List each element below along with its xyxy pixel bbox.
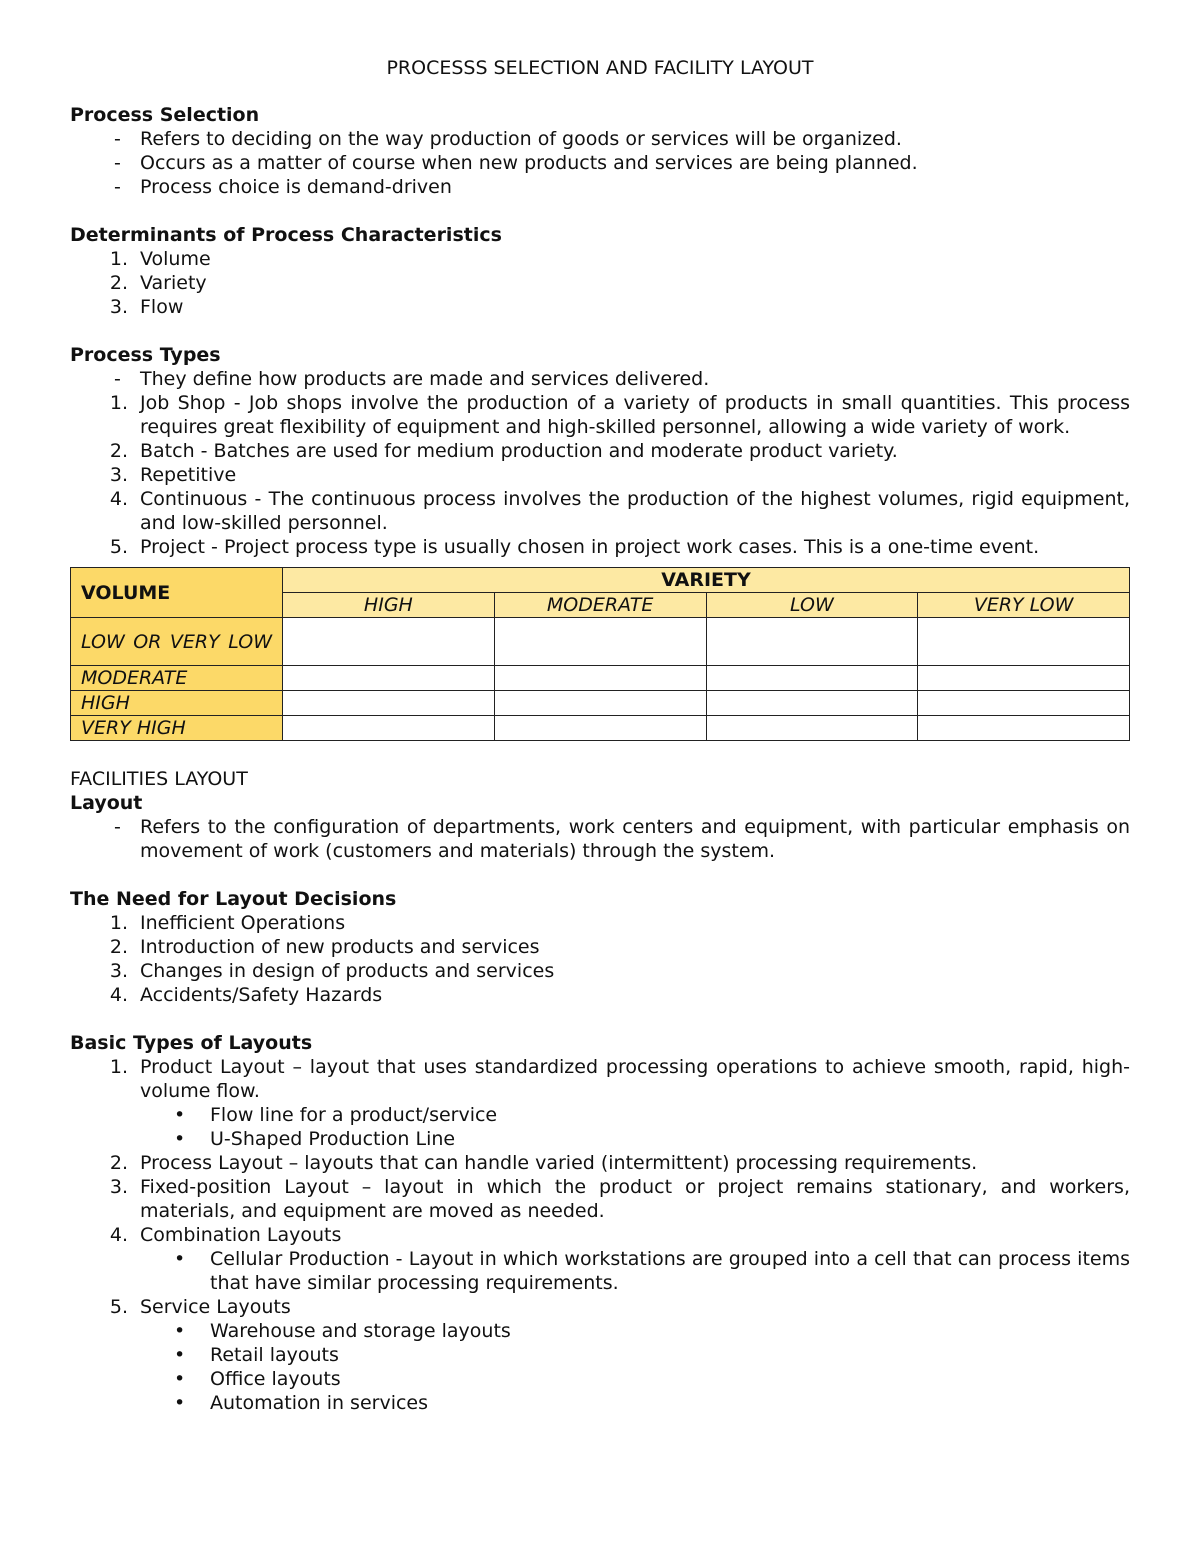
- bullet-text: Office layouts: [210, 1368, 341, 1390]
- number-marker: 1.: [109, 1056, 128, 1078]
- matrix-cell: [494, 691, 706, 716]
- matrix-cell: [918, 666, 1130, 691]
- list-item: [70, 127, 1130, 151]
- list-item-text: They define how products are made and services delivered.: [140, 368, 710, 390]
- list-item: [70, 247, 1130, 271]
- variety-header: VARIETY: [283, 568, 1130, 593]
- list-item-text: Flow: [140, 296, 184, 318]
- list-item-text: Accidents/Safety Hazards: [140, 984, 383, 1006]
- list-item-text: Combination Layouts: [140, 1224, 342, 1246]
- dash-marker: -: [114, 176, 121, 198]
- matrix-cell: [283, 666, 495, 691]
- heading-determinants: Determinants of Process Characteristics: [70, 224, 502, 246]
- bullet-item: [70, 1127, 1130, 1151]
- number-marker: 5.: [109, 536, 128, 558]
- bullet-icon: •: [174, 1248, 186, 1270]
- list-item-text: Process choice is demand-driven: [140, 176, 452, 198]
- heading-process-selection: Process Selection: [70, 104, 260, 126]
- number-marker: 4.: [109, 1224, 128, 1246]
- matrix-cell: [283, 691, 495, 716]
- bullet-text: Flow line for a product/service: [210, 1104, 498, 1126]
- number-marker: 5.: [109, 1296, 128, 1318]
- matrix-cell: [494, 716, 706, 741]
- volume-level: VERY HIGH: [71, 716, 283, 741]
- bullet-text: Automation in services: [210, 1392, 429, 1414]
- list-item: [70, 1175, 1130, 1223]
- list-item-text: Refers to deciding on the way production of goods or services will be organized.: [140, 128, 902, 150]
- list-item: [70, 1223, 1130, 1247]
- page-title: PROCESSS SELECTION AND FACILITY LAYOUT: [386, 57, 814, 79]
- bullet-icon: •: [174, 1128, 186, 1150]
- number-marker: 3.: [109, 960, 128, 982]
- list-item: [70, 815, 1130, 863]
- matrix-cell: [918, 691, 1130, 716]
- list-item: [70, 959, 1130, 983]
- list-item-text: Occurs as a matter of course when new products and services are being planned.: [140, 152, 918, 174]
- variety-level: MODERATE: [494, 593, 706, 618]
- dash-marker: -: [114, 152, 121, 174]
- list-item-text: Refers to the configuration of departments, work centers and equipment, with particular emphasis on movement of work (customers and materials) through the system.: [140, 816, 1130, 862]
- number-marker: 2.: [109, 936, 128, 958]
- heading-facilities-layout: FACILITIES LAYOUT: [70, 768, 248, 790]
- dash-marker: -: [114, 128, 121, 150]
- list-item: [70, 487, 1130, 535]
- dash-marker: -: [114, 816, 121, 838]
- list-item: [70, 1295, 1130, 1319]
- number-marker: 1.: [109, 248, 128, 270]
- list-item: [70, 983, 1130, 1007]
- heading-layout: Layout: [70, 792, 143, 814]
- bullet-text: Retail layouts: [210, 1344, 339, 1366]
- bullet-icon: •: [174, 1392, 186, 1414]
- volume-header: VOLUME: [71, 568, 283, 618]
- heading-need-for-layout: The Need for Layout Decisions: [70, 888, 397, 910]
- list-item-text: Project - Project process type is usually chosen in project work cases. This is a one-time event.: [140, 536, 1040, 558]
- bullet-item: [70, 1343, 1130, 1367]
- matrix-cell: [494, 618, 706, 666]
- number-marker: 2.: [109, 1152, 128, 1174]
- heading-process-types: Process Types: [70, 344, 221, 366]
- number-marker: 3.: [109, 464, 128, 486]
- matrix-cell: [706, 716, 918, 741]
- list-item-text: Changes in design of products and services: [140, 960, 555, 982]
- bullet-item: [70, 1319, 1130, 1343]
- list-item: [70, 935, 1130, 959]
- list-item-text: Job Shop - Job shops involve the production of a variety of products in small quantities. This process requires great flexibility of equipment and high-skilled personnel, allowing a wide variety of work.: [140, 392, 1130, 438]
- number-marker: 4.: [109, 984, 128, 1006]
- list-item: [70, 1151, 1130, 1175]
- heading-basic-types: Basic Types of Layouts: [70, 1032, 313, 1054]
- variety-level: VERY LOW: [918, 593, 1130, 618]
- list-item: [70, 271, 1130, 295]
- bullet-item: [70, 1391, 1130, 1415]
- bullet-text: Warehouse and storage layouts: [210, 1320, 511, 1342]
- list-item: [70, 175, 1130, 199]
- number-marker: 2.: [109, 272, 128, 294]
- number-marker: 1.: [109, 392, 128, 414]
- number-marker: 3.: [109, 1176, 128, 1198]
- list-item-text: Volume: [140, 248, 211, 270]
- bullet-icon: •: [174, 1344, 186, 1366]
- list-item-text: Introduction of new products and services: [140, 936, 540, 958]
- volume-variety-matrix: [70, 567, 1130, 741]
- facilities-section: [70, 767, 1130, 863]
- list-item-text: Repetitive: [140, 464, 237, 486]
- list-item: [70, 295, 1130, 319]
- variety-level: HIGH: [283, 593, 495, 618]
- list-item: [70, 535, 1130, 559]
- bullet-item: [70, 1367, 1130, 1391]
- list-item-text: Service Layouts: [140, 1296, 291, 1318]
- document-content: [70, 55, 1130, 1415]
- matrix-cell: [918, 618, 1130, 666]
- volume-level: HIGH: [71, 691, 283, 716]
- matrix-cell: [494, 666, 706, 691]
- matrix-cell: [918, 716, 1130, 741]
- volume-level-text: LOW OR VERY LOW: [81, 630, 272, 653]
- list-item: [70, 151, 1130, 175]
- matrix-cell: [706, 618, 918, 666]
- number-marker: 2.: [109, 440, 128, 462]
- bullet-text: Cellular Production - Layout in which workstations are grouped into a cell that can process items that have similar processing requirements.: [210, 1248, 1130, 1294]
- bullet-icon: •: [174, 1320, 186, 1342]
- number-marker: 4.: [109, 488, 128, 510]
- list-item: [70, 911, 1130, 935]
- list-item: [70, 1055, 1130, 1103]
- list-item-text: Process Layout – layouts that can handle varied (intermittent) processing requirements.: [140, 1152, 978, 1174]
- list-item: [70, 391, 1130, 439]
- dash-marker: -: [114, 368, 121, 390]
- matrix-cell: [706, 691, 918, 716]
- list-item: [70, 439, 1130, 463]
- bullet-text: U-Shaped Production Line: [210, 1128, 456, 1150]
- volume-level: [71, 618, 283, 666]
- bullet-item: [70, 1247, 1130, 1295]
- bullet-icon: •: [174, 1104, 186, 1126]
- matrix-cell: [283, 618, 495, 666]
- volume-level: MODERATE: [71, 666, 283, 691]
- number-marker: 3.: [109, 296, 128, 318]
- variety-level: LOW: [706, 593, 918, 618]
- list-item-text: Batch - Batches are used for medium production and moderate product variety.: [140, 440, 898, 462]
- matrix-cell: [706, 666, 918, 691]
- list-item-text: Inefficient Operations: [140, 912, 346, 934]
- bullet-icon: •: [174, 1368, 186, 1390]
- bullet-item: [70, 1103, 1130, 1127]
- list-item: [70, 463, 1130, 487]
- list-item-text: Continuous - The continuous process involves the production of the highest volumes, rigid equipment, and low-skilled personnel.: [140, 488, 1130, 534]
- list-item-text: Product Layout – layout that uses standardized processing operations to achieve smooth, rapid, high-volume flow.: [140, 1056, 1130, 1102]
- matrix-cell: [283, 716, 495, 741]
- number-marker: 1.: [109, 912, 128, 934]
- list-item: [70, 367, 1130, 391]
- list-item-text: Fixed-position Layout – layout in which the product or project remains stationary, and workers, materials, and equipment are moved as needed.: [140, 1176, 1130, 1222]
- list-item-text: Variety: [140, 272, 207, 294]
